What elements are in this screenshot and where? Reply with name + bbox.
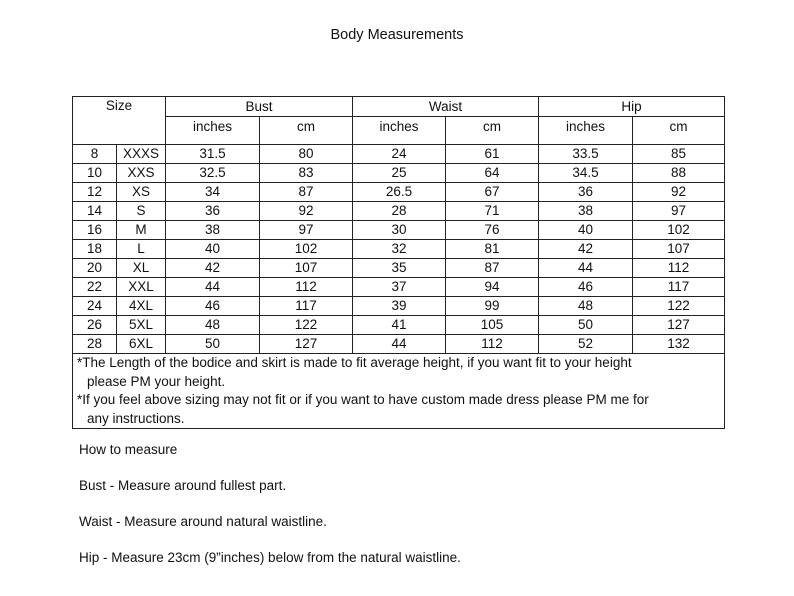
table-cell: 97 (633, 202, 725, 221)
table-cell: 39 (353, 297, 446, 316)
table-row (73, 145, 725, 164)
table-cell: 40 (166, 240, 260, 259)
unit-header: inches (166, 117, 260, 145)
table-cell: L (117, 240, 166, 259)
table-row (73, 240, 725, 259)
notes-row (73, 354, 725, 429)
table-cell: 50 (539, 316, 633, 335)
table-cell: 127 (260, 335, 353, 354)
table-cell: 16 (73, 221, 117, 240)
size-chart-table (72, 96, 725, 429)
table-cell: 33.5 (539, 145, 633, 164)
table-cell: 48 (539, 297, 633, 316)
unit-header: cm (633, 117, 725, 145)
unit-header: inches (353, 117, 446, 145)
table-cell: 32.5 (166, 164, 260, 183)
note-line: please PM your height. (87, 373, 226, 389)
table-cell: 12 (73, 183, 117, 202)
table-cell: 117 (260, 297, 353, 316)
table-cell: 83 (260, 164, 353, 183)
table-cell: 41 (353, 316, 446, 335)
table-cell: 87 (446, 259, 539, 278)
note (77, 354, 720, 391)
unit-header: inches (539, 117, 633, 145)
table-group-header-row (73, 97, 725, 117)
table-cell: 102 (260, 240, 353, 259)
table-row (73, 297, 725, 316)
table-cell: 107 (260, 259, 353, 278)
table-cell: 14 (73, 202, 117, 221)
unit-header: cm (260, 117, 353, 145)
table-cell: 28 (73, 335, 117, 354)
table-cell: 18 (73, 240, 117, 259)
table-cell: 40 (539, 221, 633, 240)
table-cell: 94 (446, 278, 539, 297)
table-row (73, 335, 725, 354)
table-cell: 122 (633, 297, 725, 316)
bust-instruction: Bust - Measure around fullest part. (79, 478, 287, 493)
table-cell: 112 (446, 335, 539, 354)
table-row (73, 259, 725, 278)
note-line: *The Length of the bodice and skirt is made to fit average height, if you want fit to your height (77, 355, 632, 370)
table-cell: 28 (353, 202, 446, 221)
table-cell: 67 (446, 183, 539, 202)
table-cell: 38 (166, 221, 260, 240)
bust-header: Bust (166, 97, 353, 117)
table-cell: 97 (260, 221, 353, 240)
note-line: any instructions. (87, 410, 185, 426)
table-cell: 127 (633, 316, 725, 335)
table-row (73, 183, 725, 202)
waist-header: Waist (353, 97, 539, 117)
table-cell: 26.5 (353, 183, 446, 202)
table-cell: 46 (166, 297, 260, 316)
hip-header: Hip (539, 97, 725, 117)
table-cell: 8 (73, 145, 117, 164)
table-cell: 32 (353, 240, 446, 259)
table-cell: 38 (539, 202, 633, 221)
table-cell: 10 (73, 164, 117, 183)
table-cell: XL (117, 259, 166, 278)
table-cell: 44 (539, 259, 633, 278)
size-rows (73, 145, 725, 354)
table-cell: 107 (633, 240, 725, 259)
table-cell: 48 (166, 316, 260, 335)
table-cell: XXXS (117, 145, 166, 164)
table-cell: 22 (73, 278, 117, 297)
table-cell: 24 (73, 297, 117, 316)
table-cell: 34 (166, 183, 260, 202)
table-unit-header-row (73, 117, 725, 145)
table-cell: XXL (117, 278, 166, 297)
table-cell: 81 (446, 240, 539, 259)
notes-cell (73, 354, 725, 429)
table-cell: 64 (446, 164, 539, 183)
table-cell: 44 (353, 335, 446, 354)
table-cell: 37 (353, 278, 446, 297)
table-cell: 25 (353, 164, 446, 183)
table-cell: 44 (166, 278, 260, 297)
table-cell: 102 (633, 221, 725, 240)
table-row (73, 202, 725, 221)
table-cell: 52 (539, 335, 633, 354)
table-cell: 71 (446, 202, 539, 221)
table-cell: 30 (353, 221, 446, 240)
table-cell: M (117, 221, 166, 240)
unit-header: cm (446, 117, 539, 145)
hip-instruction: Hip - Measure 23cm (9”inches) below from the natural waistline. (79, 550, 461, 565)
table-cell: 46 (539, 278, 633, 297)
table-row (73, 278, 725, 297)
table-cell: 36 (166, 202, 260, 221)
table-cell: 36 (539, 183, 633, 202)
table-cell: 20 (73, 259, 117, 278)
table-cell: 34.5 (539, 164, 633, 183)
table-cell: XS (117, 183, 166, 202)
table-cell: 122 (260, 316, 353, 335)
table-row (73, 221, 725, 240)
note-line: *If you feel above sizing may not fit or if you want to have custom made dress please PM me for (77, 392, 649, 407)
table-cell: 87 (260, 183, 353, 202)
table-row (73, 164, 725, 183)
table-cell: 6XL (117, 335, 166, 354)
how-to-measure-heading: How to measure (79, 442, 178, 457)
note (77, 391, 720, 428)
table-cell: 5XL (117, 316, 166, 335)
waist-instruction: Waist - Measure around natural waistline. (79, 514, 327, 529)
table-cell: 80 (260, 145, 353, 164)
table-cell: 24 (353, 145, 446, 164)
page-title: Body Measurements (330, 27, 464, 43)
table-cell: 42 (539, 240, 633, 259)
table-cell: 42 (166, 259, 260, 278)
table-cell: 92 (260, 202, 353, 221)
size-header: Size (73, 97, 166, 145)
table-cell: S (117, 202, 166, 221)
table-cell: 61 (446, 145, 539, 164)
table-cell: 88 (633, 164, 725, 183)
table-cell: 85 (633, 145, 725, 164)
table-cell: XXS (117, 164, 166, 183)
table-cell: 4XL (117, 297, 166, 316)
table-cell: 105 (446, 316, 539, 335)
table-cell: 99 (446, 297, 539, 316)
table-cell: 117 (633, 278, 725, 297)
table-cell: 26 (73, 316, 117, 335)
table-cell: 112 (633, 259, 725, 278)
table-cell: 132 (633, 335, 725, 354)
table-cell: 35 (353, 259, 446, 278)
table-cell: 112 (260, 278, 353, 297)
table-cell: 31.5 (166, 145, 260, 164)
table-cell: 50 (166, 335, 260, 354)
table-cell: 92 (633, 183, 725, 202)
table-row (73, 316, 725, 335)
table-cell: 76 (446, 221, 539, 240)
